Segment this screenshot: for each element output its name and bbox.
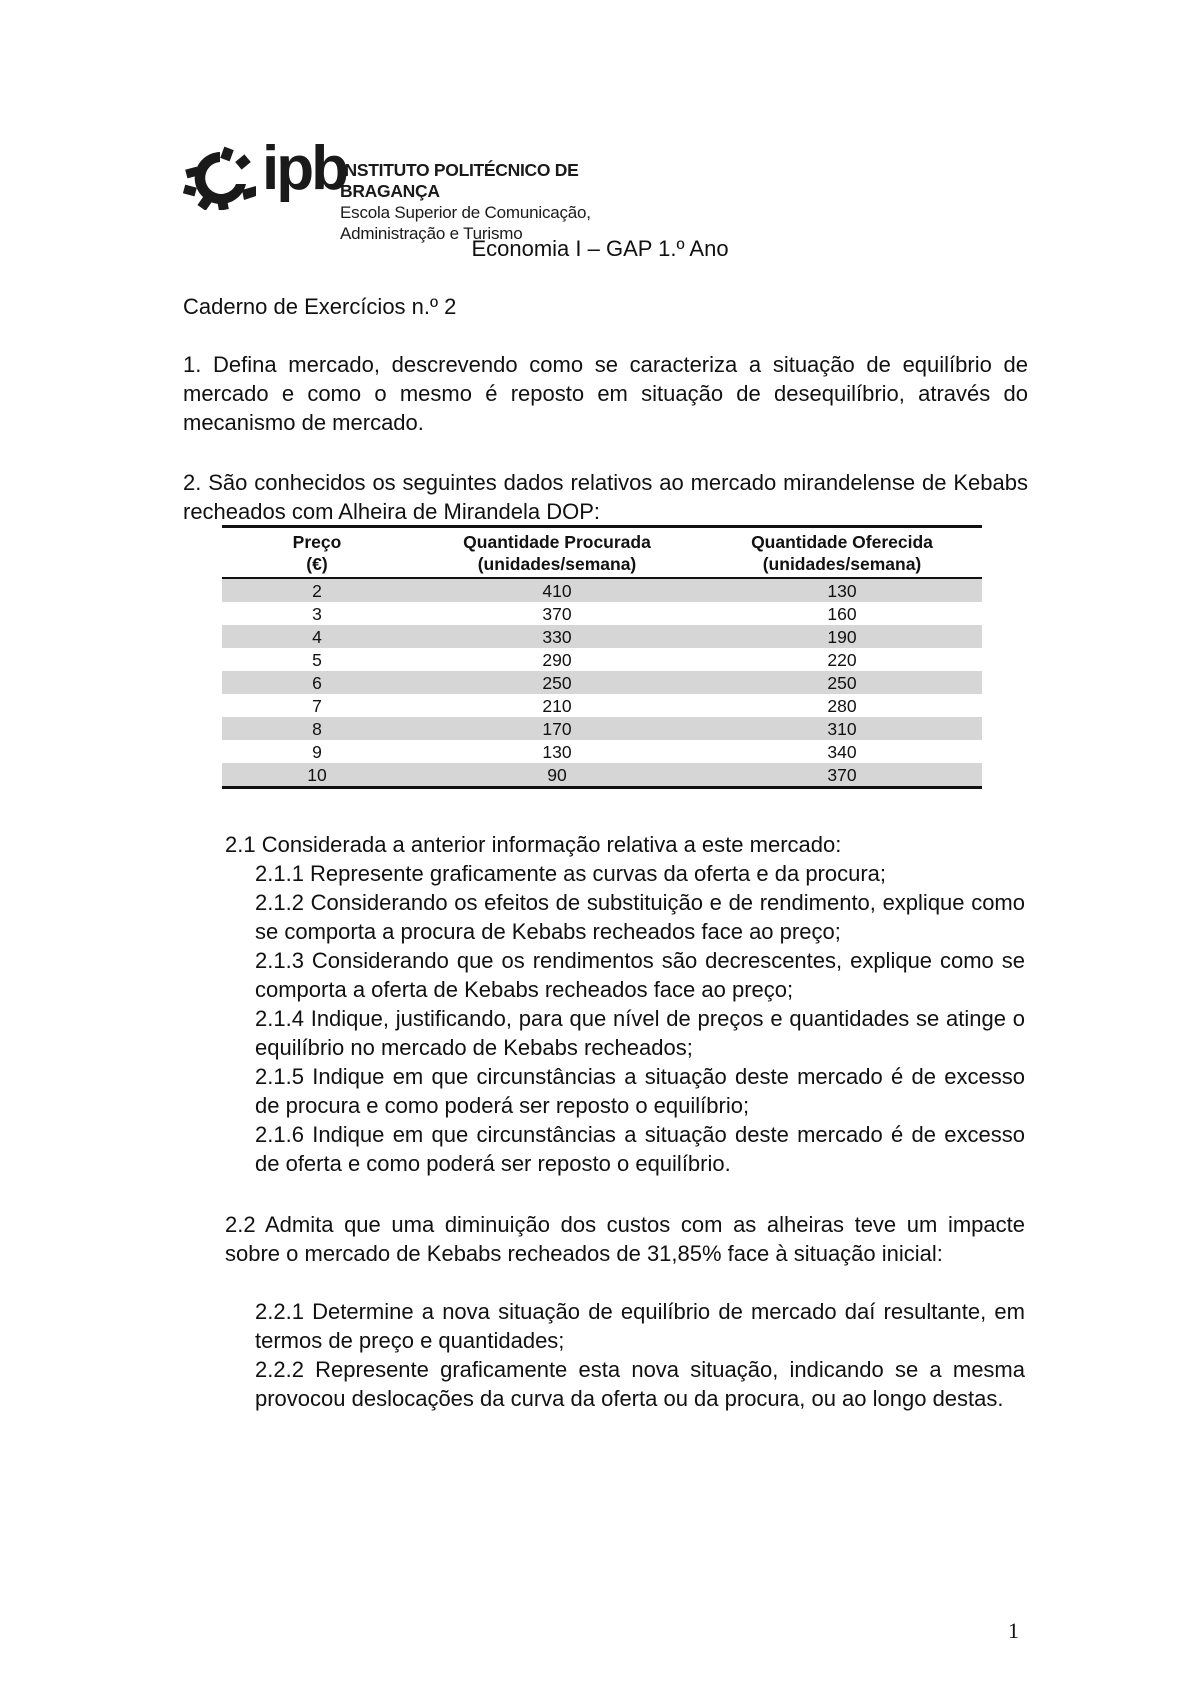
question-2-1-3: 2.1.3 Considerando que os rendimentos são decrescentes, explique como se comporta a oferta de Kebabs recheados face ao preço; — [255, 948, 1025, 1002]
table-row — [222, 694, 982, 717]
cell-supply: 340 — [827, 741, 857, 762]
question-2-1-4: 2.1.4 Indique, justificando, para que nível de preços e quantidades se atinge o equilíbrio no mercado de Kebabs recheados; — [255, 1006, 1025, 1060]
cell-supply: 370 — [702, 763, 982, 788]
cell-demand: 250 — [412, 671, 702, 694]
cell-demand: 170 — [412, 717, 702, 740]
table-row — [222, 717, 982, 740]
cell-demand: 410 — [412, 578, 702, 602]
ipb-gear-logo-icon — [182, 146, 258, 210]
market-data-table — [222, 525, 982, 789]
institution-name: INSTITUTO POLITÉCNICO DE BRAGANÇA — [340, 160, 579, 201]
cell-price: 5 — [312, 649, 322, 670]
table-row — [222, 740, 982, 763]
cell-demand: 90 — [412, 763, 702, 788]
cell-price: 7 — [312, 695, 322, 716]
cell-supply: 160 — [827, 603, 857, 624]
cell-price: 2 — [222, 578, 412, 602]
cell-price: 3 — [312, 603, 322, 624]
header-quantity-demanded: Quantidade Procurada (unidades/semana) — [412, 527, 702, 579]
cell-demand: 130 — [542, 741, 572, 762]
cell-supply: 250 — [702, 671, 982, 694]
question-2-2-2: 2.2.2 Represente graficamente esta nova situação, indicando se a mesma provocou deslocações da curva da oferta ou da procura, ou ao longo destas. — [255, 1357, 1025, 1411]
header-quantity-supplied: Quantidade Oferecida (unidades/semana) — [702, 527, 982, 579]
table-row — [222, 648, 982, 671]
table-row — [222, 602, 982, 625]
cell-price: 9 — [312, 741, 322, 762]
cell-price: 4 — [222, 625, 412, 648]
cell-price: 8 — [222, 717, 412, 740]
question-1: 1. Defina mercado, descrevendo como se caracteriza a situação de equilíbrio de mercado e como o mesmo é reposto em situação de desequilíbrio, através do mecanismo de mercado. — [183, 352, 1028, 435]
cell-supply: 190 — [702, 625, 982, 648]
question-2-1-2: 2.1.2 Considerando os efeitos de substituição e de rendimento, explique como se comporta a procura de Kebabs recheados face ao preço; — [255, 890, 1025, 944]
document-subtitle: Caderno de Exercícios n.º 2 — [183, 294, 457, 319]
cell-supply: 310 — [702, 717, 982, 740]
question-2-1-intro: 2.1 Considerada a anterior informação relativa a este mercado: — [225, 832, 842, 857]
document-title: Economia I – GAP 1.º Ano — [471, 236, 729, 261]
table-row — [222, 763, 982, 788]
cell-supply: 280 — [827, 695, 857, 716]
table-row — [222, 578, 982, 602]
school-name-line2: Administração e Turismo — [340, 224, 523, 243]
school-name-line1: Escola Superior de Comunicação, — [340, 203, 591, 222]
logo-ipb-wordmark: ipb — [262, 134, 346, 203]
table-header-row — [222, 527, 982, 579]
cell-demand: 330 — [412, 625, 702, 648]
header-price: Preço (€) — [222, 527, 412, 579]
question-2-2-1: 2.2.1 Determine a nova situação de equilíbrio de mercado daí resultante, em termos de preço e quantidades; — [255, 1299, 1025, 1353]
cell-supply: 220 — [827, 649, 857, 670]
cell-price: 6 — [222, 671, 412, 694]
table-row — [222, 625, 982, 648]
question-2-1-6: 2.1.6 Indique em que circunstâncias a situação deste mercado é de excesso de oferta e como poderá ser reposto o equilíbrio. — [255, 1122, 1025, 1176]
cell-supply: 130 — [702, 578, 982, 602]
cell-price: 10 — [222, 763, 412, 788]
question-2-1-1: 2.1.1 Represente graficamente as curvas da oferta e da procura; — [255, 861, 887, 886]
cell-demand: 370 — [542, 603, 572, 624]
question-2-1-5: 2.1.5 Indique em que circunstâncias a situação deste mercado é de excesso de procura e como poderá ser reposto o equilíbrio; — [255, 1064, 1025, 1118]
question-2: 2. São conhecidos os seguintes dados relativos ao mercado mirandelense de Kebabs recheados com Alheira de Mirandela DOP: — [183, 470, 1028, 524]
institution-logo — [182, 134, 662, 243]
cell-demand: 290 — [542, 649, 572, 670]
logo-institution-text — [340, 160, 662, 244]
question-2-2-intro: 2.2 Admita que uma diminuição dos custos com as alheiras teve um impacte sobre o mercado de Kebabs recheados de 31,85% face à situação inicial: — [225, 1212, 1025, 1266]
page-number: 1 — [1008, 1618, 1019, 1643]
table-row — [222, 671, 982, 694]
cell-demand: 210 — [542, 695, 572, 716]
